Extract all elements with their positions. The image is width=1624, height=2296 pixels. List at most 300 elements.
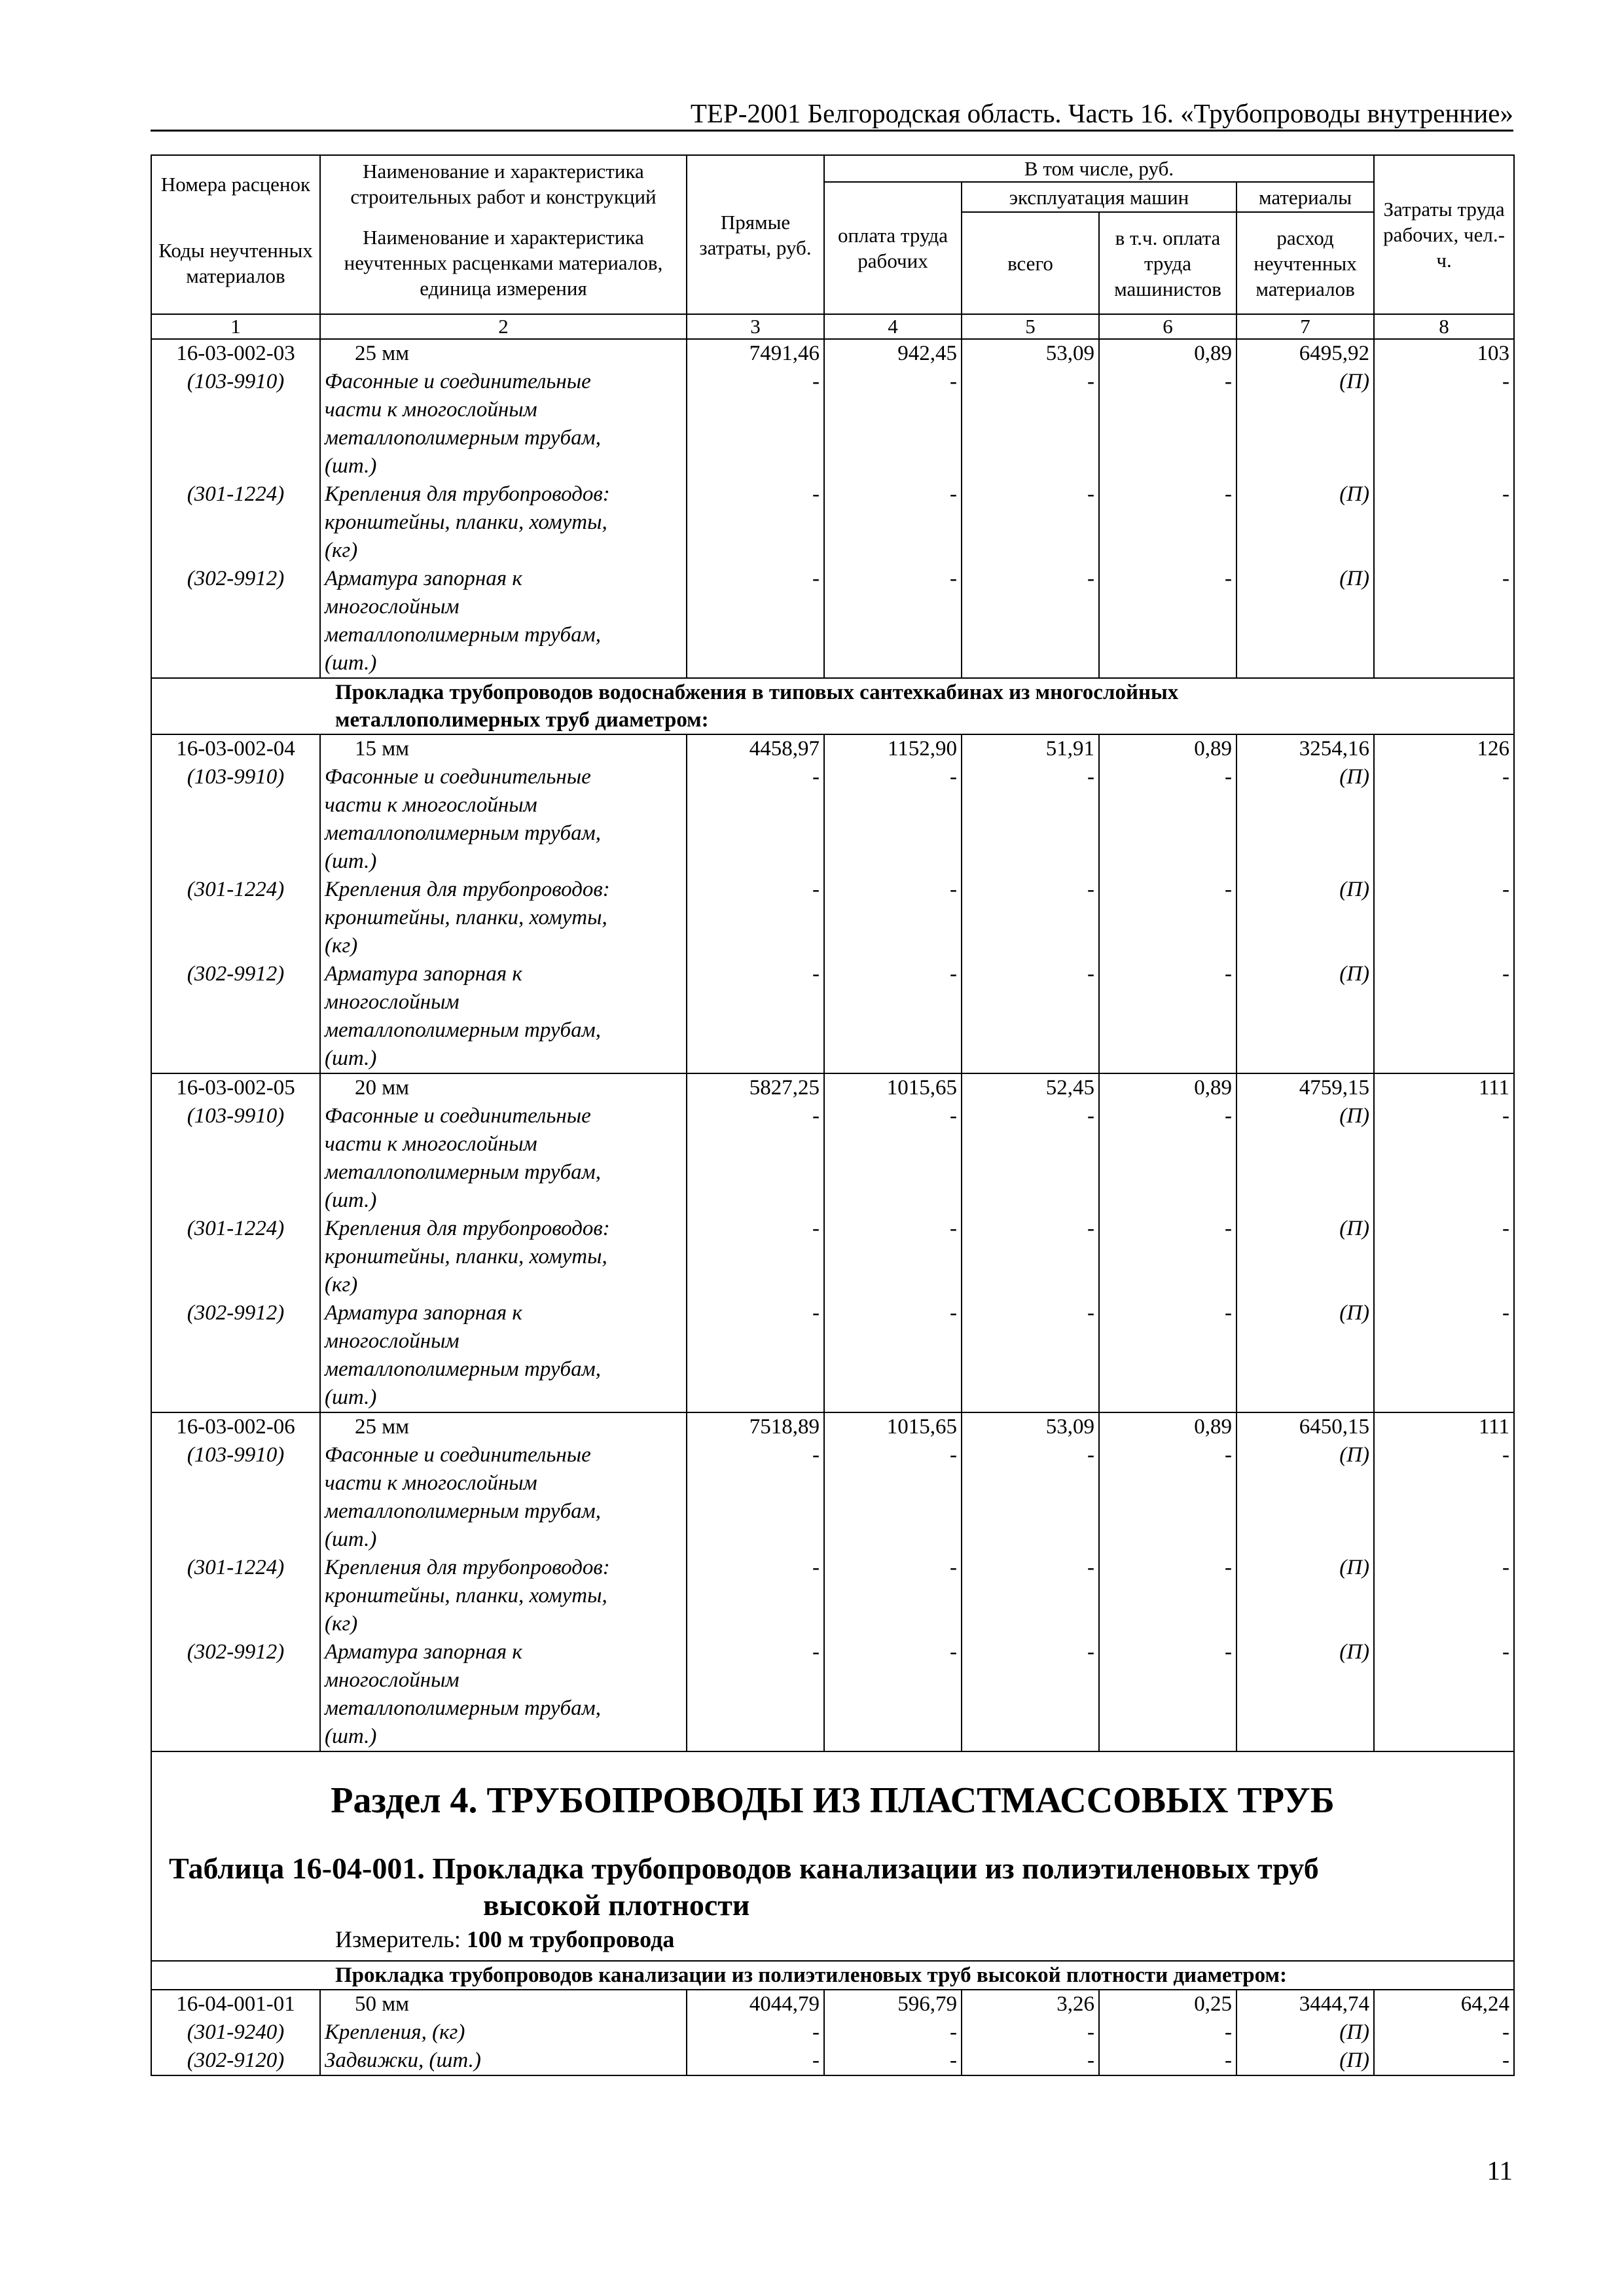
material-mark xyxy=(1236,424,1374,452)
dash-cell xyxy=(687,1355,824,1384)
rate-mach: 53,09 xyxy=(962,1412,1099,1441)
material-row xyxy=(151,2018,1514,2047)
dash-cell: - xyxy=(824,2047,962,2075)
material-name: металлополимерным трубам, xyxy=(320,1158,687,1187)
dash-cell xyxy=(687,1243,824,1271)
material-mark xyxy=(1236,1723,1374,1751)
dash-cell xyxy=(824,452,962,480)
head-col3: Прямые затраты, руб. xyxy=(687,155,824,314)
rate-mat: 3444,74 xyxy=(1236,1990,1374,2018)
material-code xyxy=(151,1355,320,1384)
rate-mach: 52,45 xyxy=(962,1073,1099,1102)
dash-cell xyxy=(824,904,962,932)
dash-cell xyxy=(962,1384,1099,1412)
group-heading-line: Прокладка трубопроводов водоснабжения в типовых сантехкабинах из многослойных xyxy=(335,681,1179,704)
dash-cell xyxy=(687,1610,824,1638)
material-name: Крепления, (кг) xyxy=(320,2018,687,2047)
dash-cell xyxy=(824,1271,962,1299)
material-code xyxy=(151,424,320,452)
rate-row xyxy=(151,1412,1514,1441)
material-mark: (П) xyxy=(1236,1215,1374,1243)
head-materials: материалы xyxy=(1236,182,1374,212)
material-name: (шт.) xyxy=(320,1384,687,1412)
material-row xyxy=(151,565,1514,593)
dash-cell xyxy=(962,1158,1099,1187)
dash-cell xyxy=(824,396,962,424)
material-code xyxy=(151,1130,320,1158)
material-name: металлополимерным трубам, xyxy=(320,1355,687,1384)
dash-cell xyxy=(824,649,962,678)
material-mark xyxy=(1236,1384,1374,1412)
rates-table xyxy=(151,154,1515,2076)
material-mark xyxy=(1236,1469,1374,1498)
material-name: (шт.) xyxy=(320,1526,687,1554)
dash-cell xyxy=(1374,1526,1514,1554)
dash-cell: - xyxy=(1099,960,1236,988)
dash-cell xyxy=(1374,1045,1514,1073)
column-number: 7 xyxy=(1236,314,1374,339)
dash-cell xyxy=(1099,1327,1236,1355)
table-title xyxy=(152,1850,1513,1924)
material-mark: (П) xyxy=(1236,368,1374,396)
material-row xyxy=(151,1299,1514,1327)
dash-cell xyxy=(687,1271,824,1299)
dash-cell xyxy=(962,932,1099,960)
material-name: (кг) xyxy=(320,1610,687,1638)
material-row xyxy=(151,791,1514,819)
dash-cell xyxy=(687,1327,824,1355)
dash-cell: - xyxy=(1374,1554,1514,1582)
rate-mach-labor: 0,89 xyxy=(1099,1412,1236,1441)
material-row xyxy=(151,1666,1514,1695)
dash-cell: - xyxy=(824,960,962,988)
dash-cell xyxy=(962,593,1099,621)
dash-cell xyxy=(1099,1045,1236,1073)
dash-cell xyxy=(962,1666,1099,1695)
material-code xyxy=(151,1666,320,1695)
dash-cell xyxy=(687,1498,824,1526)
running-header: ТЕР-2001 Белгородская область. Часть 16. «Трубопроводы внутренние» xyxy=(690,98,1513,128)
rate-direct: 4044,79 xyxy=(687,1990,824,2018)
dash-cell: - xyxy=(824,565,962,593)
dash-cell xyxy=(687,904,824,932)
dash-cell xyxy=(687,1666,824,1695)
dash-cell xyxy=(687,932,824,960)
rate-labor: 596,79 xyxy=(824,1990,962,2018)
dash-cell: - xyxy=(962,2018,1099,2047)
material-mark xyxy=(1236,1158,1374,1187)
dash-cell xyxy=(962,1469,1099,1498)
material-row xyxy=(151,1384,1514,1412)
column-number: 2 xyxy=(320,314,687,339)
dash-cell: - xyxy=(962,480,1099,509)
material-name: Крепления для трубопроводов: xyxy=(320,876,687,904)
material-name: Крепления для трубопроводов: xyxy=(320,1554,687,1582)
material-name: Крепления для трубопроводов: xyxy=(320,480,687,509)
column-numbers-row xyxy=(151,314,1514,339)
dash-cell xyxy=(824,1666,962,1695)
dash-cell: - xyxy=(824,876,962,904)
column-number: 1 xyxy=(151,314,320,339)
dash-cell: - xyxy=(962,1215,1099,1243)
dash-cell xyxy=(687,1582,824,1610)
material-row xyxy=(151,1045,1514,1073)
dash-cell xyxy=(824,932,962,960)
material-name: кронштейны, планки, хомуты, xyxy=(320,1243,687,1271)
dash-cell xyxy=(1374,791,1514,819)
dash-cell: - xyxy=(1099,2047,1236,2075)
material-row xyxy=(151,452,1514,480)
material-name: Арматура запорная к xyxy=(320,960,687,988)
material-code xyxy=(151,1469,320,1498)
dash-cell xyxy=(1374,1016,1514,1045)
dash-cell xyxy=(1374,1610,1514,1638)
material-row xyxy=(151,1102,1514,1130)
material-row xyxy=(151,988,1514,1016)
dash-cell xyxy=(687,1158,824,1187)
material-row xyxy=(151,593,1514,621)
dash-cell xyxy=(1099,424,1236,452)
dash-cell: - xyxy=(687,480,824,509)
dash-cell xyxy=(824,1498,962,1526)
dash-cell xyxy=(962,819,1099,848)
dash-cell xyxy=(687,819,824,848)
material-code: (302-9912) xyxy=(151,960,320,988)
material-code xyxy=(151,1158,320,1187)
material-code xyxy=(151,904,320,932)
material-mark: (П) xyxy=(1236,480,1374,509)
dash-cell xyxy=(687,593,824,621)
dash-cell xyxy=(962,452,1099,480)
material-mark xyxy=(1236,1130,1374,1158)
dash-cell xyxy=(687,1016,824,1045)
material-name: кронштейны, планки, хомуты, xyxy=(320,509,687,537)
header-rule xyxy=(151,130,1513,132)
dash-cell xyxy=(824,1723,962,1751)
dash-cell: - xyxy=(1374,1215,1514,1243)
rate-name: 25 мм xyxy=(320,1412,687,1441)
dash-cell xyxy=(962,1582,1099,1610)
material-row xyxy=(151,1355,1514,1384)
dash-cell xyxy=(824,1355,962,1384)
dash-cell xyxy=(962,1355,1099,1384)
dash-cell xyxy=(824,509,962,537)
head-incl: В том числе, руб. xyxy=(824,155,1374,182)
dash-cell: - xyxy=(687,763,824,791)
rate-hours: 111 xyxy=(1374,1073,1514,1102)
rate-row xyxy=(151,734,1514,763)
material-row xyxy=(151,1695,1514,1723)
dash-cell: - xyxy=(687,2047,824,2075)
material-code xyxy=(151,1723,320,1751)
rate-row xyxy=(151,339,1514,368)
rate-name: 50 мм xyxy=(320,1990,687,2018)
dash-cell: - xyxy=(687,1441,824,1469)
material-name: Фасонные и соединительные xyxy=(320,368,687,396)
dash-cell xyxy=(687,1130,824,1158)
material-mark xyxy=(1236,1045,1374,1073)
dash-cell: - xyxy=(1099,1441,1236,1469)
material-code xyxy=(151,988,320,1016)
material-row xyxy=(151,509,1514,537)
table-title-line1: Таблица 16-04-001. Прокладка трубопроводов канализации из полиэтиленовых труб xyxy=(169,1852,1319,1885)
dash-cell: - xyxy=(1099,1299,1236,1327)
material-name: металлополимерным трубам, xyxy=(320,621,687,649)
material-mark xyxy=(1236,396,1374,424)
dash-cell xyxy=(1099,1355,1236,1384)
material-name: Фасонные и соединительные xyxy=(320,763,687,791)
dash-cell xyxy=(1374,1666,1514,1695)
rate-hours: 111 xyxy=(1374,1412,1514,1441)
material-name: (кг) xyxy=(320,932,687,960)
material-code xyxy=(151,1610,320,1638)
dash-cell: - xyxy=(962,960,1099,988)
rate-row xyxy=(151,1990,1514,2018)
dash-cell: - xyxy=(1099,1215,1236,1243)
dash-cell xyxy=(824,537,962,565)
material-row xyxy=(151,424,1514,452)
head-col1-top: Номера расценок xyxy=(151,155,320,212)
material-code xyxy=(151,791,320,819)
dash-cell: - xyxy=(824,1299,962,1327)
material-mark xyxy=(1236,1271,1374,1299)
group-heading xyxy=(151,678,1514,734)
dash-cell xyxy=(962,1243,1099,1271)
dash-cell: - xyxy=(1099,2018,1236,2047)
rate-labor: 1015,65 xyxy=(824,1412,962,1441)
dash-cell: - xyxy=(687,1215,824,1243)
dash-cell xyxy=(1099,1582,1236,1610)
dash-cell xyxy=(687,509,824,537)
material-mark: (П) xyxy=(1236,1441,1374,1469)
material-row xyxy=(151,960,1514,988)
material-row xyxy=(151,396,1514,424)
dash-cell xyxy=(1099,1187,1236,1215)
material-mark xyxy=(1236,1243,1374,1271)
head-machines: эксплуатация машин xyxy=(962,182,1236,212)
rate-direct: 7491,46 xyxy=(687,339,824,368)
dash-cell: - xyxy=(1099,565,1236,593)
material-code xyxy=(151,1016,320,1045)
group-heading-row xyxy=(151,1961,1514,1990)
dash-cell xyxy=(824,791,962,819)
rate-labor: 942,45 xyxy=(824,339,962,368)
dash-cell: - xyxy=(962,1102,1099,1130)
dash-cell xyxy=(824,621,962,649)
material-mark xyxy=(1236,1695,1374,1723)
dash-cell xyxy=(1099,593,1236,621)
dash-cell xyxy=(1099,819,1236,848)
rate-hours: 126 xyxy=(1374,734,1514,763)
material-row xyxy=(151,932,1514,960)
rate-name: 15 мм xyxy=(320,734,687,763)
material-name: многослойным xyxy=(320,988,687,1016)
material-name: многослойным xyxy=(320,593,687,621)
material-code xyxy=(151,593,320,621)
dash-cell xyxy=(1099,988,1236,1016)
dash-cell xyxy=(1374,1158,1514,1187)
material-row xyxy=(151,1610,1514,1638)
dash-cell xyxy=(824,1695,962,1723)
material-mark xyxy=(1236,791,1374,819)
dash-cell: - xyxy=(687,368,824,396)
material-mark xyxy=(1236,1327,1374,1355)
rate-code: 16-03-002-03 xyxy=(151,339,320,368)
dash-cell: - xyxy=(1374,1102,1514,1130)
section-row xyxy=(151,1751,1514,1961)
rate-direct: 5827,25 xyxy=(687,1073,824,1102)
head-col2-top: Наименование и характеристика строительных работ и конструкций xyxy=(320,155,687,212)
rate-code: 16-03-002-06 xyxy=(151,1412,320,1441)
dash-cell xyxy=(1374,1243,1514,1271)
dash-cell: - xyxy=(824,480,962,509)
material-code xyxy=(151,1384,320,1412)
dash-cell xyxy=(824,848,962,876)
dash-cell xyxy=(962,1526,1099,1554)
material-mark xyxy=(1236,537,1374,565)
dash-cell xyxy=(1374,1384,1514,1412)
dash-cell: - xyxy=(1374,876,1514,904)
material-mark: (П) xyxy=(1236,2047,1374,2075)
page-number: 11 xyxy=(1487,2155,1513,2185)
material-name: (шт.) xyxy=(320,1045,687,1073)
dash-cell xyxy=(962,1130,1099,1158)
dash-cell xyxy=(1374,593,1514,621)
material-name: кронштейны, планки, хомуты, xyxy=(320,1582,687,1610)
dash-cell: - xyxy=(824,2018,962,2047)
dash-cell xyxy=(1099,452,1236,480)
dash-cell xyxy=(687,1384,824,1412)
dash-cell xyxy=(1374,1498,1514,1526)
dash-cell: - xyxy=(962,1441,1099,1469)
dash-cell xyxy=(962,424,1099,452)
material-code: (302-9912) xyxy=(151,565,320,593)
dash-cell xyxy=(824,1158,962,1187)
material-row xyxy=(151,368,1514,396)
dash-cell xyxy=(824,1526,962,1554)
material-row xyxy=(151,1243,1514,1271)
dash-cell xyxy=(687,424,824,452)
meter-label: Измеритель: xyxy=(335,1926,461,1952)
dash-cell: - xyxy=(1374,368,1514,396)
rate-direct: 7518,89 xyxy=(687,1412,824,1441)
dash-cell xyxy=(1374,848,1514,876)
material-code: (103-9910) xyxy=(151,368,320,396)
head-col1-bottom: Коды неучтенных материалов xyxy=(151,212,320,314)
material-name: металлополимерным трубам, xyxy=(320,1695,687,1723)
material-name: Крепления для трубопроводов: xyxy=(320,1215,687,1243)
dash-cell xyxy=(1374,396,1514,424)
dash-cell: - xyxy=(1374,480,1514,509)
dash-cell: - xyxy=(687,2018,824,2047)
dash-cell xyxy=(1099,932,1236,960)
dash-cell xyxy=(824,1130,962,1158)
material-row xyxy=(151,621,1514,649)
dash-cell xyxy=(824,819,962,848)
dash-cell: - xyxy=(1099,368,1236,396)
material-mark: (П) xyxy=(1236,565,1374,593)
rate-mat: 6450,15 xyxy=(1236,1412,1374,1441)
material-name: Арматура запорная к xyxy=(320,1299,687,1327)
dash-cell xyxy=(962,848,1099,876)
dash-cell xyxy=(1099,537,1236,565)
material-mark xyxy=(1236,932,1374,960)
dash-cell xyxy=(1099,1498,1236,1526)
dash-cell xyxy=(1099,1243,1236,1271)
dash-cell xyxy=(1099,1016,1236,1045)
material-name: (шт.) xyxy=(320,1723,687,1751)
head-col2-bottom: Наименование и характеристика неучтенных расценками материалов, единица измерения xyxy=(320,212,687,314)
material-row xyxy=(151,537,1514,565)
material-name: Арматура запорная к xyxy=(320,565,687,593)
dash-cell: - xyxy=(824,1215,962,1243)
group-heading-line: Прокладка трубопроводов канализации из полиэтиленовых труб высокой плотности диаметром: xyxy=(335,1964,1287,1987)
material-mark: (П) xyxy=(1236,960,1374,988)
material-code xyxy=(151,452,320,480)
dash-cell xyxy=(824,593,962,621)
dash-cell xyxy=(824,1045,962,1073)
dash-cell xyxy=(962,1610,1099,1638)
dash-cell xyxy=(962,509,1099,537)
material-code xyxy=(151,396,320,424)
material-mark xyxy=(1236,1355,1374,1384)
dash-cell xyxy=(824,1016,962,1045)
material-mark xyxy=(1236,988,1374,1016)
dash-cell: - xyxy=(824,1638,962,1666)
dash-cell xyxy=(824,1243,962,1271)
dash-cell: - xyxy=(1099,1554,1236,1582)
material-name: многослойным xyxy=(320,1327,687,1355)
dash-cell: - xyxy=(824,763,962,791)
material-mark: (П) xyxy=(1236,2018,1374,2047)
dash-cell xyxy=(1099,904,1236,932)
dash-cell xyxy=(687,791,824,819)
material-mark xyxy=(1236,904,1374,932)
dash-cell: - xyxy=(1099,1638,1236,1666)
material-mark xyxy=(1236,452,1374,480)
dash-cell: - xyxy=(962,1299,1099,1327)
material-mark xyxy=(1236,1016,1374,1045)
group-heading-row xyxy=(151,678,1514,734)
group-heading-line: металлополимерных труб диаметром: xyxy=(335,708,709,732)
dash-cell xyxy=(962,1016,1099,1045)
dash-cell: - xyxy=(687,565,824,593)
dash-cell: - xyxy=(1374,1441,1514,1469)
material-mark: (П) xyxy=(1236,1554,1374,1582)
material-code xyxy=(151,1327,320,1355)
dash-cell xyxy=(1099,621,1236,649)
material-code xyxy=(151,1526,320,1554)
head-col4: оплата труда рабочих xyxy=(824,182,962,314)
dash-cell xyxy=(1374,1327,1514,1355)
rate-mat: 3254,16 xyxy=(1236,734,1374,763)
dash-cell xyxy=(962,1327,1099,1355)
material-name: (кг) xyxy=(320,537,687,565)
material-row xyxy=(151,1441,1514,1469)
dash-cell xyxy=(1099,848,1236,876)
dash-cell xyxy=(962,1187,1099,1215)
dash-cell: - xyxy=(1099,1102,1236,1130)
dash-cell: - xyxy=(687,1638,824,1666)
material-code: (302-9912) xyxy=(151,1299,320,1327)
dash-cell: - xyxy=(824,1554,962,1582)
dash-cell: - xyxy=(1374,2018,1514,2047)
material-row xyxy=(151,1638,1514,1666)
dash-cell xyxy=(1374,424,1514,452)
material-mark: (П) xyxy=(1236,1638,1374,1666)
dash-cell xyxy=(1099,396,1236,424)
rate-row xyxy=(151,1073,1514,1102)
